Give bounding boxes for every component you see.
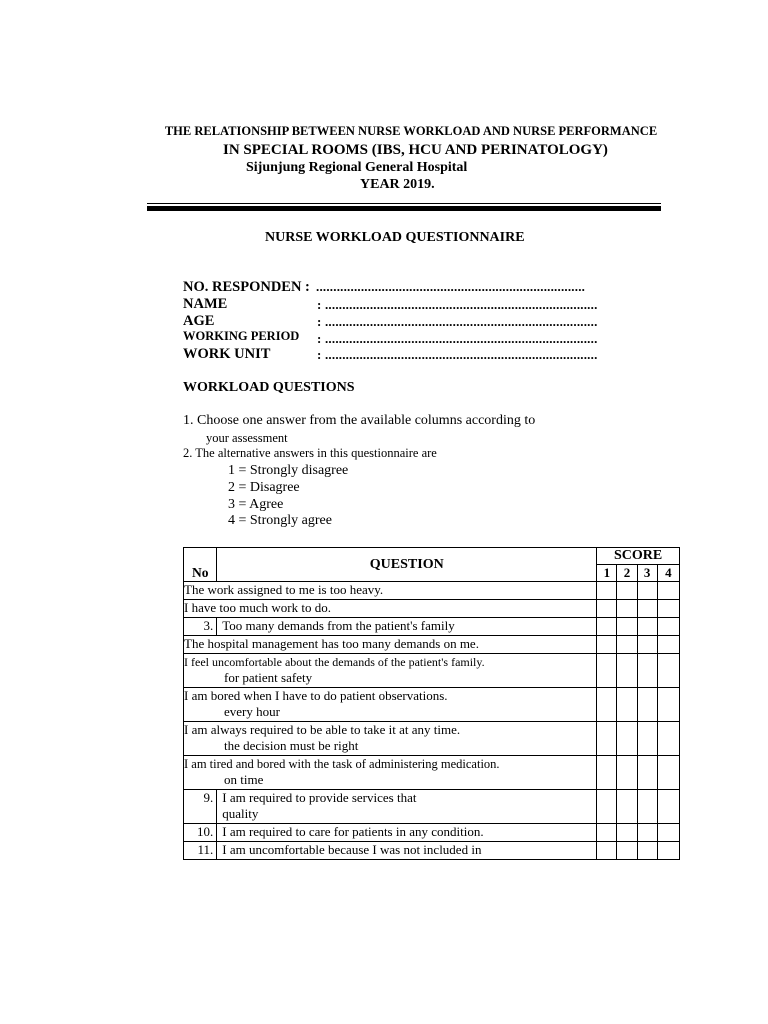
- field-value-work-unit[interactable]: : ...............................................................................: [317, 347, 598, 362]
- score-cell-4[interactable]: [657, 688, 679, 722]
- score-cell-2[interactable]: [617, 582, 637, 600]
- score-cell-1[interactable]: [597, 688, 617, 722]
- question-line: I am always required to be able to take it at any time.: [184, 722, 461, 737]
- score-cell-4[interactable]: [657, 618, 679, 636]
- table-row: [184, 600, 680, 618]
- header-score-3: 3: [637, 565, 657, 582]
- score-cell-1[interactable]: [597, 722, 617, 756]
- score-cell-2[interactable]: [617, 600, 637, 618]
- row-number: 3.: [184, 618, 217, 636]
- field-label-responden: NO. RESPONDEN :: [183, 279, 310, 295]
- question-line: I am required to provide services that: [222, 790, 417, 805]
- score-cell-3[interactable]: [637, 756, 657, 790]
- question-line: The work assigned to me is too heavy.: [184, 582, 384, 597]
- score-cell-1[interactable]: [597, 618, 617, 636]
- field-label-name: NAME: [183, 296, 228, 312]
- score-cell-1[interactable]: [597, 756, 617, 790]
- field-value-responden[interactable]: ..............................................................................: [316, 279, 586, 294]
- question-line-2: for patient safety: [224, 670, 313, 685]
- score-cell-1[interactable]: [597, 636, 617, 654]
- question-text: [184, 582, 597, 600]
- score-cell-3[interactable]: [637, 688, 657, 722]
- question-line-2: quality: [222, 806, 259, 821]
- question-line: I am tired and bored with the task of administering medication.: [184, 757, 500, 771]
- question-text: [217, 824, 597, 842]
- score-cell-1[interactable]: [597, 654, 617, 688]
- table-row: [184, 824, 680, 842]
- score-cell-3[interactable]: [637, 722, 657, 756]
- score-cell-1[interactable]: [597, 842, 617, 860]
- header-score-4: 4: [657, 565, 679, 582]
- score-cell-2[interactable]: [617, 756, 637, 790]
- instruction-2: 2. The alternative answers in this questionnaire are: [183, 446, 437, 460]
- field-label-working-period: WORKING PERIOD: [183, 329, 300, 343]
- score-cell-2[interactable]: [617, 842, 637, 860]
- score-cell-2[interactable]: [617, 654, 637, 688]
- score-cell-2[interactable]: [617, 790, 637, 824]
- header-rule-thin: [147, 203, 661, 204]
- question-line-2: the decision must be right: [224, 738, 359, 753]
- score-cell-3[interactable]: [637, 654, 657, 688]
- question-text: [217, 842, 597, 860]
- score-cell-1[interactable]: [597, 790, 617, 824]
- field-label-age: AGE: [183, 313, 215, 329]
- question-line: I am required to care for patients in any condition.: [222, 824, 484, 839]
- score-cell-4[interactable]: [657, 636, 679, 654]
- score-cell-4[interactable]: [657, 756, 679, 790]
- header-line-4: YEAR 2019.: [360, 177, 435, 192]
- score-cell-3[interactable]: [637, 582, 657, 600]
- scale-3: 3 = Agree: [228, 497, 284, 512]
- header-rule-thick: [147, 206, 661, 211]
- score-cell-4[interactable]: [657, 722, 679, 756]
- section-title: WORKLOAD QUESTIONS: [183, 380, 355, 395]
- question-text: [184, 654, 597, 688]
- table-row: [184, 756, 680, 790]
- instruction-1-line-1: 1. Choose one answer from the available columns according to: [183, 413, 536, 428]
- row-number: 10.: [184, 824, 217, 842]
- field-value-age[interactable]: : ...............................................................................: [317, 314, 598, 329]
- score-cell-1[interactable]: [597, 600, 617, 618]
- header-question: QUESTION: [217, 548, 597, 582]
- row-number: 11.: [184, 842, 217, 860]
- table-row: [184, 688, 680, 722]
- header-line-1: THE RELATIONSHIP BETWEEN NURSE WORKLOAD AND NURSE PERFORMANCE: [164, 124, 658, 138]
- question-text: [184, 600, 597, 618]
- scale-4: 4 = Strongly agree: [228, 513, 332, 528]
- score-cell-3[interactable]: [637, 842, 657, 860]
- table-row: [184, 654, 680, 688]
- question-line-2: every hour: [224, 704, 280, 719]
- question-text: [184, 722, 597, 756]
- scale-1: 1 = Strongly disagree: [228, 463, 349, 478]
- row-number: 9.: [184, 790, 217, 824]
- score-cell-4[interactable]: [657, 824, 679, 842]
- table-row: [184, 636, 680, 654]
- questionnaire-title: NURSE WORKLOAD QUESTIONNAIRE: [265, 230, 525, 245]
- question-line: I am uncomfortable because I was not included in: [222, 842, 482, 857]
- question-line: The hospital management has too many demands on me.: [184, 636, 479, 651]
- score-cell-3[interactable]: [637, 824, 657, 842]
- question-text: [184, 688, 597, 722]
- question-line: I feel uncomfortable about the demands of the patient's family.: [184, 655, 485, 669]
- table-row: [184, 842, 680, 860]
- score-cell-1[interactable]: [597, 582, 617, 600]
- score-cell-4[interactable]: [657, 842, 679, 860]
- field-label-work-unit: WORK UNIT: [183, 346, 271, 362]
- question-text: [184, 756, 597, 790]
- score-cell-2[interactable]: [617, 636, 637, 654]
- score-cell-2[interactable]: [617, 824, 637, 842]
- score-cell-2[interactable]: [617, 722, 637, 756]
- header-line-2: IN SPECIAL ROOMS (IBS, HCU AND PERINATOLOGY): [223, 142, 608, 158]
- header-no: No: [184, 548, 217, 582]
- table-row: [184, 618, 680, 636]
- field-value-working-period[interactable]: : ...............................................................................: [317, 331, 598, 346]
- question-line-2: on time: [224, 772, 264, 787]
- question-text: [184, 636, 597, 654]
- instruction-1-line-2: your assessment: [206, 431, 288, 445]
- score-cell-4[interactable]: [657, 790, 679, 824]
- question-line: Too many demands from the patient's family: [222, 618, 455, 633]
- scale-2: 2 = Disagree: [228, 480, 300, 495]
- field-value-name[interactable]: : ...............................................................................: [317, 297, 598, 312]
- score-cell-3[interactable]: [637, 636, 657, 654]
- header-score-1: 1: [597, 565, 617, 582]
- score-cell-3[interactable]: [637, 600, 657, 618]
- score-cell-3[interactable]: [637, 618, 657, 636]
- table-row: [184, 790, 680, 824]
- table-row: [184, 722, 680, 756]
- score-cell-2[interactable]: [617, 688, 637, 722]
- score-cell-4[interactable]: [657, 582, 679, 600]
- table-row: [184, 582, 680, 600]
- question-text: [217, 618, 597, 636]
- score-cell-4[interactable]: [657, 654, 679, 688]
- score-cell-2[interactable]: [617, 618, 637, 636]
- question-line: I am bored when I have to do patient observations.: [184, 688, 448, 703]
- header-score: SCORE: [597, 548, 680, 565]
- header-score-2: 2: [617, 565, 637, 582]
- score-cell-4[interactable]: [657, 600, 679, 618]
- workload-questions-table: [183, 547, 680, 860]
- header-line-3: Sijunjung Regional General Hospital: [246, 160, 468, 175]
- score-cell-1[interactable]: [597, 824, 617, 842]
- question-line: I have too much work to do.: [184, 600, 331, 615]
- score-cell-3[interactable]: [637, 790, 657, 824]
- question-text: [217, 790, 597, 824]
